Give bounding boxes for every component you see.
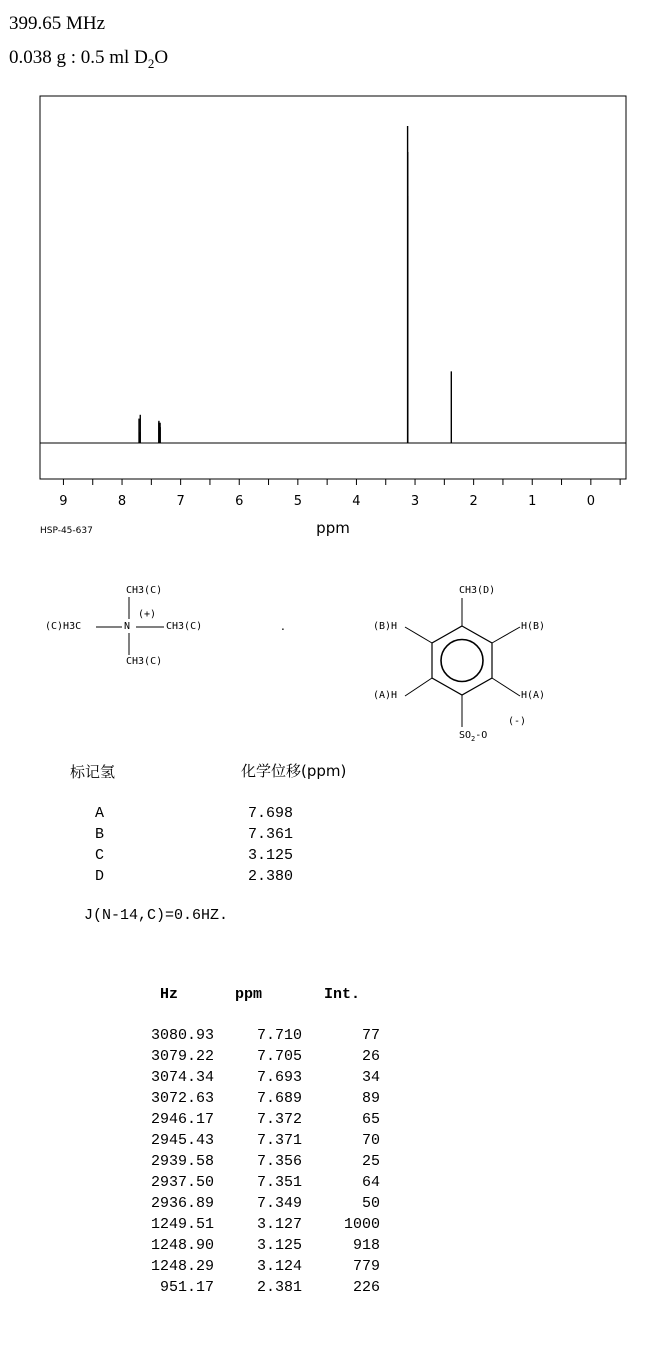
x-axis-label: ppm xyxy=(316,519,350,537)
peak-table-cell: 65 xyxy=(361,1111,380,1128)
peak-table-cell: 25 xyxy=(361,1153,380,1170)
peak-table-cell: 7.693 xyxy=(256,1069,302,1086)
assignment-header-shift: 化学位移(ppm) xyxy=(241,762,347,780)
assignment-label-b: B xyxy=(95,826,105,843)
sample-prefix: 0.038 g : 0.5 ml D xyxy=(9,47,148,68)
assignment-shift-b: 7.361 xyxy=(248,826,294,843)
peak-table-cell: 3.127 xyxy=(256,1216,302,1233)
anion-left-lower-h: (A)H xyxy=(373,690,398,701)
sample-subscript: 2 xyxy=(147,55,155,71)
peak-table-cell: 918 xyxy=(352,1237,380,1254)
peak-table-cell: 64 xyxy=(361,1174,380,1191)
peak-table-cell: 3072.63 xyxy=(150,1090,214,1107)
assignment-label-a: A xyxy=(95,805,105,822)
peak-table-cell: 2939.58 xyxy=(150,1153,214,1170)
peak-table-cell: 3079.22 xyxy=(150,1048,214,1065)
peak-table-cell: 77 xyxy=(361,1027,380,1044)
peak-table-cell: 1248.90 xyxy=(150,1237,214,1254)
spectrometer-frequency: 399.65 MHz xyxy=(9,13,106,34)
cation-nitrogen: N xyxy=(124,621,131,632)
assignment-label-d: D xyxy=(95,868,105,885)
spectrum-code: HSP-45-637 xyxy=(40,526,93,536)
peak-table-cell: 7.689 xyxy=(256,1090,302,1107)
peak-table-header-hz: Hz xyxy=(160,986,179,1003)
x-tick-label: 4 xyxy=(352,494,361,509)
peak-table-cell: 7.349 xyxy=(256,1195,302,1212)
anion-sulfonate: $SO_2-O$ xyxy=(459,730,488,743)
peak-table-cell: 951.17 xyxy=(159,1279,214,1296)
cation-right-group: CH3(C) xyxy=(166,621,203,632)
x-tick-label: 2 xyxy=(469,494,478,509)
peak-table-cell: 226 xyxy=(352,1279,380,1296)
salt-separator: . xyxy=(281,619,285,633)
peak-table-cell: 3074.34 xyxy=(150,1069,214,1086)
cation-top-group: CH3(C) xyxy=(126,585,163,596)
anion-right-upper-h: H(B) xyxy=(521,621,546,632)
assignment-shift-a: 7.698 xyxy=(248,805,294,822)
peak-table-cell: 89 xyxy=(361,1090,380,1107)
peak-table-cell: 7.356 xyxy=(256,1153,302,1170)
peak-table-cell: 7.351 xyxy=(256,1174,302,1191)
peak-table-cell: 3080.93 xyxy=(150,1027,214,1044)
cation-left-group: (C)H3C xyxy=(45,621,82,632)
x-tick-label: 7 xyxy=(176,494,185,509)
cation-bottom-group: CH3(C) xyxy=(126,656,163,667)
peak-table-cell: 7.705 xyxy=(256,1048,302,1065)
peak-table-cell: 1249.51 xyxy=(150,1216,214,1233)
cation-charge: (+) xyxy=(138,609,157,620)
x-tick-label: 6 xyxy=(235,494,244,509)
peak-table-cell: 1000 xyxy=(343,1216,380,1233)
peak-table-cell: 7.710 xyxy=(256,1027,302,1044)
peak-table-header-int: Int. xyxy=(324,986,361,1003)
peak-table-cell: 7.371 xyxy=(256,1132,302,1149)
peak-table-cell: 779 xyxy=(352,1258,380,1275)
peak-table-cell: 3.125 xyxy=(256,1237,302,1254)
peak-table-cell: 7.372 xyxy=(256,1111,302,1128)
peak-table-header-ppm: ppm xyxy=(235,986,263,1003)
peak-table-cell: 2937.50 xyxy=(150,1174,214,1191)
assignment-label-c: C xyxy=(95,847,105,864)
sample-suffix: O xyxy=(154,47,169,68)
x-tick-label: 0 xyxy=(586,494,595,509)
peak-table-cell: 70 xyxy=(361,1132,380,1149)
peak-table-cell: 1248.29 xyxy=(150,1258,214,1275)
peak-table-cell: 3.124 xyxy=(256,1258,302,1275)
anion-charge: (-) xyxy=(508,716,527,727)
peak-table-cell: 50 xyxy=(361,1195,380,1212)
assignment-shift-d: 2.380 xyxy=(248,868,294,885)
assignment-header-label: 标记氢 xyxy=(70,763,116,781)
x-tick-label: 8 xyxy=(117,494,127,509)
assignment-shift-c: 3.125 xyxy=(248,847,294,864)
x-tick-label: 9 xyxy=(59,494,68,509)
peak-table-cell: 2945.43 xyxy=(150,1132,214,1149)
x-tick-label: 5 xyxy=(293,494,302,509)
anion-right-lower-h: H(A) xyxy=(521,690,546,701)
anion-top-group: CH3(D) xyxy=(459,585,496,596)
anion-left-upper-h: (B)H xyxy=(373,621,398,632)
x-tick-label: 1 xyxy=(528,494,537,509)
coupling-constant: J(N-14,C)=0.6HZ. xyxy=(84,907,229,924)
peak-table-cell: 2946.17 xyxy=(150,1111,214,1128)
peak-table-cell: 2.381 xyxy=(256,1279,302,1296)
peak-table-cell: 34 xyxy=(361,1069,380,1086)
x-tick-label: 3 xyxy=(410,494,420,509)
peak-table-cell: 2936.89 xyxy=(150,1195,214,1212)
peak-table-cell: 26 xyxy=(361,1048,380,1065)
